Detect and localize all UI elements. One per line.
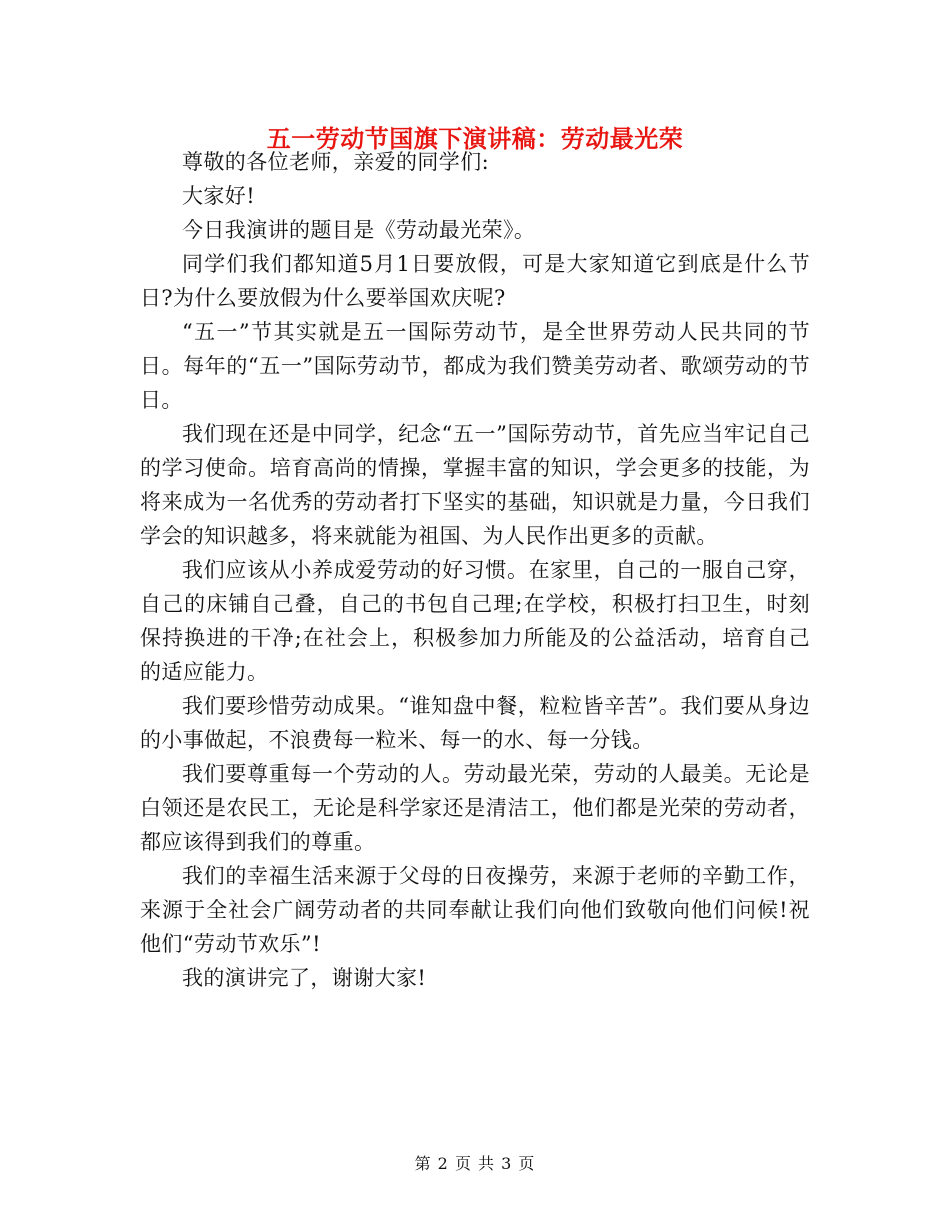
paragraph: 我们要尊重每一个劳动的人。劳动最光荣，劳动的人最美。无论是白领还是农民工，无论是科学家还是清洁工，他们都是光荣的劳动者，都应该得到我们的尊重。 xyxy=(140,762,810,854)
paragraph: 我们应该从小养成爱劳动的好习惯。在家里，自己的一服自己穿，自己的床铺自己叠，自己的书包自己理;在学校，积极打扫卫生，时刻保持换进的干净;在社会上，积极参加力所能及的公益活动，培育自己的适应能力。 xyxy=(140,558,810,684)
page-number-footer: 第 2 页 共 3 页 xyxy=(414,1154,536,1173)
document-body xyxy=(140,145,810,995)
paragraph: 尊敬的各位老师，亲爱的同学们: xyxy=(182,150,490,174)
paragraph: 我们要珍惜劳动成果。“谁知盘中餐，粒粒皆辛苦”。我们要从身边的小事做起，不浪费每一粒米、每一的水、每一分钱。 xyxy=(140,694,810,752)
paragraph: 同学们我们都知道5月1日要放假，可是大家知道它到底是什么节日?为什么要放假为什么要举国欢庆呢? xyxy=(140,252,810,310)
paragraph: 今日我演讲的题目是《劳动最光荣》。 xyxy=(182,218,536,242)
paragraph: 我们现在还是中同学，纪念“五一”国际劳动节，首先应当牢记自己的学习使命。培育高尚的情操，掌握丰富的知识，学会更多的技能，为将来成为一名优秀的劳动者打下坚实的基础，知识就是力量，今日我们学会的知识越多，将来就能为祖国、为人民作出更多的贡献。 xyxy=(140,422,810,548)
document-title: 五一劳动节国旗下演讲稿：劳动最光荣 xyxy=(266,125,684,154)
paragraph: 大家好! xyxy=(182,184,256,208)
paragraph: “五一”节其实就是五一国际劳动节，是全世界劳动人民共同的节日。每年的“五一”国际劳动节，都成为我们赞美劳动者、歌颂劳动的节日。 xyxy=(140,320,810,412)
paragraph: 我的演讲完了，谢谢大家! xyxy=(182,966,427,990)
paragraph: 我们的幸福生活来源于父母的日夜操劳，来源于老师的辛勤工作，来源于全社会广阔劳动者的共同奉献让我们向他们致敬向他们问候!祝他们“劳动节欢乐”! xyxy=(140,864,810,956)
